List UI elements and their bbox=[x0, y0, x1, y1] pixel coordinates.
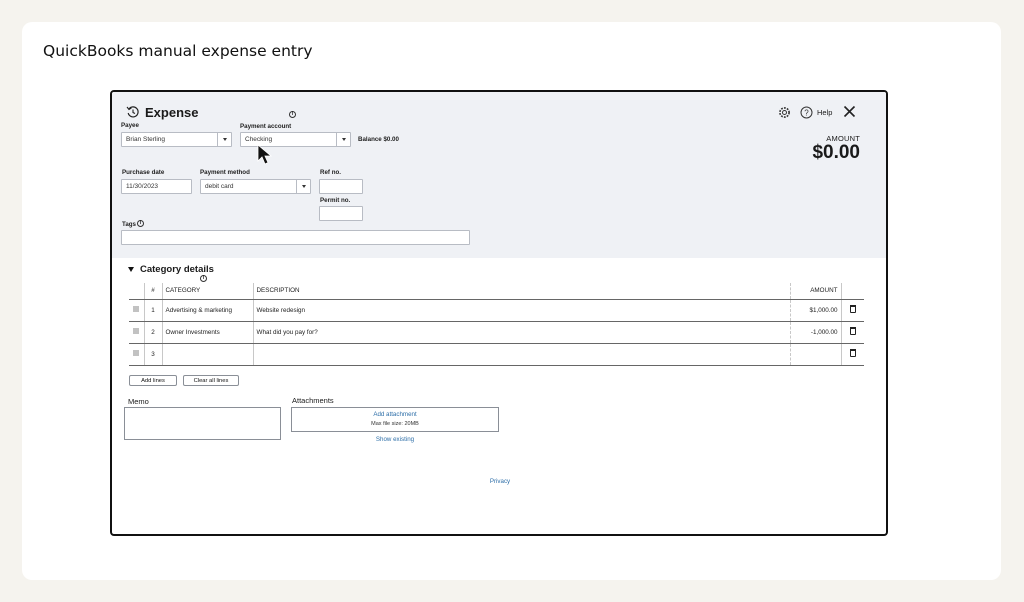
info-icon[interactable]: i bbox=[200, 275, 207, 282]
amount-cell[interactable] bbox=[790, 343, 841, 365]
mouse-pointer-icon bbox=[257, 144, 275, 166]
category-table bbox=[129, 283, 864, 366]
row-number: 1 bbox=[144, 299, 162, 321]
category-cell[interactable]: Advertising & marketing bbox=[162, 299, 253, 321]
ref-no-label: Ref no. bbox=[320, 169, 341, 176]
balance-text: Balance $0.00 bbox=[358, 136, 399, 143]
row-number: 2 bbox=[144, 321, 162, 343]
description-cell[interactable]: Website redesign bbox=[253, 299, 790, 321]
drag-handle-icon[interactable] bbox=[133, 328, 139, 334]
chevron-down-icon[interactable] bbox=[296, 180, 310, 193]
payee-label: Payee bbox=[121, 122, 139, 129]
chevron-down-icon[interactable] bbox=[336, 133, 350, 146]
permit-no-input[interactable] bbox=[319, 206, 363, 221]
delete-column-header bbox=[841, 283, 864, 299]
description-cell[interactable]: What did you pay for? bbox=[253, 321, 790, 343]
purchase-date-input[interactable] bbox=[121, 179, 192, 194]
clear-all-lines-button[interactable]: Clear all lines bbox=[183, 375, 239, 386]
trash-icon[interactable] bbox=[850, 305, 856, 313]
expense-refresh-icon bbox=[126, 105, 140, 119]
max-file-size-text: Max file size: 20MB bbox=[371, 421, 419, 427]
category-cell[interactable]: Owner Investments bbox=[162, 321, 253, 343]
svg-text:?: ? bbox=[804, 108, 809, 118]
drag-handle-icon[interactable] bbox=[133, 306, 139, 312]
help-icon[interactable] bbox=[800, 106, 813, 119]
payment-account-value: Checking bbox=[245, 136, 273, 143]
description-cell[interactable] bbox=[253, 343, 790, 365]
memo-input[interactable] bbox=[124, 407, 281, 440]
add-lines-button[interactable]: Add lines bbox=[129, 375, 177, 386]
info-icon[interactable]: i bbox=[137, 220, 144, 227]
amount-cell[interactable]: $1,000.00 bbox=[790, 299, 841, 321]
purchase-date-value: 11/30/2023 bbox=[126, 183, 159, 190]
amount-value: $0.00 bbox=[812, 142, 860, 163]
gear-icon[interactable] bbox=[778, 106, 791, 119]
show-existing-link[interactable]: Show existing bbox=[375, 436, 415, 443]
ref-no-input[interactable] bbox=[319, 179, 363, 194]
payment-account-label: Payment account bbox=[240, 123, 292, 130]
triangle-down-icon[interactable] bbox=[128, 267, 134, 272]
tags-label: Tags bbox=[122, 221, 136, 228]
column-header-description: DESCRIPTION bbox=[253, 283, 790, 299]
privacy-link[interactable]: Privacy bbox=[489, 478, 511, 485]
payment-method-label: Payment method bbox=[200, 169, 250, 176]
payee-value: Brian Sterling bbox=[126, 136, 166, 143]
close-icon[interactable] bbox=[843, 105, 856, 118]
amount-cell[interactable]: -1,000.00 bbox=[790, 321, 841, 343]
payee-select[interactable] bbox=[121, 132, 232, 147]
drag-column-header bbox=[129, 283, 144, 299]
permit-no-label: Permit no. bbox=[320, 197, 351, 204]
row-number: 3 bbox=[144, 343, 162, 365]
purchase-date-label: Purchase date bbox=[122, 169, 165, 176]
chevron-down-icon[interactable] bbox=[217, 133, 231, 146]
column-header-amount: AMOUNT bbox=[790, 283, 841, 299]
tags-input[interactable] bbox=[121, 230, 470, 245]
column-header-num: # bbox=[144, 283, 162, 299]
payment-method-value: debit card bbox=[205, 183, 234, 190]
drag-handle-icon[interactable] bbox=[133, 350, 139, 356]
amount-label: AMOUNT bbox=[826, 134, 860, 143]
info-icon[interactable]: i bbox=[289, 111, 296, 118]
trash-icon[interactable] bbox=[850, 327, 856, 335]
expense-window bbox=[110, 90, 888, 536]
memo-label: Memo bbox=[128, 397, 149, 406]
page-caption: QuickBooks manual expense entry bbox=[43, 42, 313, 60]
column-header-category: CATEGORY bbox=[162, 283, 253, 299]
add-attachment-link[interactable]: Add attachment bbox=[373, 411, 417, 418]
category-cell[interactable] bbox=[162, 343, 253, 365]
payment-method-select[interactable] bbox=[200, 179, 311, 194]
attachments-label: Attachments bbox=[292, 396, 334, 405]
table-row[interactable] bbox=[129, 299, 864, 321]
help-link[interactable]: Help bbox=[817, 108, 833, 117]
trash-icon[interactable] bbox=[850, 349, 856, 357]
table-header-row bbox=[129, 283, 864, 299]
attachment-dropzone[interactable] bbox=[291, 407, 499, 432]
table-row[interactable] bbox=[129, 343, 864, 365]
page-title: Expense bbox=[145, 105, 199, 120]
category-details-title[interactable]: Category details bbox=[140, 264, 214, 275]
table-row[interactable] bbox=[129, 321, 864, 343]
